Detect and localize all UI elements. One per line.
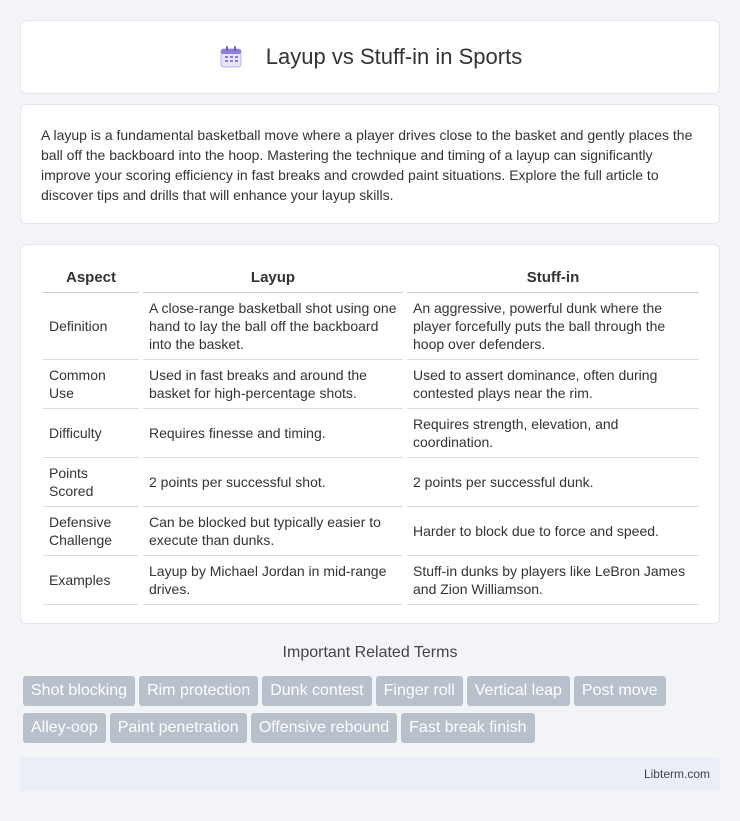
tag-rim-protection[interactable]: Rim protection bbox=[139, 676, 258, 706]
tag-finger-roll[interactable]: Finger roll bbox=[376, 676, 463, 706]
tag-alley-oop[interactable]: Alley-oop bbox=[23, 713, 106, 743]
related-terms-title: Important Related Terms bbox=[282, 644, 458, 661]
comparison-card bbox=[20, 244, 720, 624]
row-aspect: Definition bbox=[43, 293, 141, 360]
row-stuff-in: Requires strength, elevation, and coordination. bbox=[405, 409, 699, 458]
row-layup: Used in fast breaks and around the basket for high-percentage shots. bbox=[141, 360, 405, 409]
tag-post-move[interactable]: Post move bbox=[574, 676, 666, 706]
tag-dunk-contest[interactable]: Dunk contest bbox=[262, 676, 371, 706]
tag-fast-break-finish[interactable]: Fast break finish bbox=[401, 713, 534, 743]
tag-paint-penetration[interactable]: Paint penetration bbox=[110, 713, 247, 743]
row-layup: Requires finesse and timing. bbox=[141, 409, 405, 458]
row-layup: A close-range basketball shot using one hand to lay the ball off the backboard into the basket. bbox=[141, 293, 405, 360]
page-title: Layup vs Stuff-in in Sports bbox=[265, 44, 523, 69]
row-layup: 2 points per successful shot. bbox=[141, 458, 405, 507]
row-stuff-in: Used to assert dominance, often during contested plays near the rim. bbox=[405, 360, 699, 409]
row-aspect: Difficulty bbox=[43, 409, 141, 458]
tag-shot-blocking[interactable]: Shot blocking bbox=[23, 676, 135, 706]
header-aspect: Aspect bbox=[43, 265, 141, 293]
table-row bbox=[43, 293, 699, 360]
header-stuff-in: Stuff-in bbox=[405, 265, 699, 293]
row-stuff-in: 2 points per successful dunk. bbox=[405, 458, 699, 507]
row-stuff-in: Stuff-in dunks by players like LeBron James and Zion Williamson. bbox=[405, 556, 699, 605]
header-layup: Layup bbox=[141, 265, 405, 293]
tag-vertical-leap[interactable]: Vertical leap bbox=[467, 676, 570, 706]
table-row bbox=[43, 360, 699, 409]
table-row bbox=[43, 409, 699, 458]
header-card bbox=[20, 20, 720, 94]
footer bbox=[20, 757, 720, 791]
comparison-table bbox=[43, 265, 699, 605]
table-row bbox=[43, 458, 699, 507]
row-layup: Can be blocked but typically easier to execute than dunks. bbox=[141, 507, 405, 556]
row-aspect: Points Scored bbox=[43, 458, 141, 507]
row-aspect: Examples bbox=[43, 556, 141, 605]
row-layup: Layup by Michael Jordan in mid-range drives. bbox=[141, 556, 405, 605]
row-aspect: Defensive Challenge bbox=[43, 507, 141, 556]
intro-card bbox=[20, 104, 720, 224]
row-stuff-in: Harder to block due to force and speed. bbox=[405, 507, 699, 556]
table-row bbox=[43, 507, 699, 556]
intro-text: A layup is a fundamental basketball move where a player drives close to the basket and gently places the ball off the backboard into the hoop. Mastering the technique and timing of a layup can significantly improve your scoring efficiency in fast breaks and crowded paint situations. Explore the full article to discover tips and drills that will enhance your layup skills. bbox=[41, 127, 693, 203]
calendar-icon bbox=[218, 44, 244, 70]
table-header-row bbox=[43, 265, 699, 293]
table-row bbox=[43, 556, 699, 605]
related-terms-tags bbox=[22, 676, 722, 750]
tag-offensive-rebound[interactable]: Offensive rebound bbox=[251, 713, 397, 743]
row-aspect: Common Use bbox=[43, 360, 141, 409]
footer-link[interactable]: Libterm.com bbox=[643, 767, 710, 781]
row-stuff-in: An aggressive, powerful dunk where the player forcefully puts the ball through the hoop over defenders. bbox=[405, 293, 699, 360]
